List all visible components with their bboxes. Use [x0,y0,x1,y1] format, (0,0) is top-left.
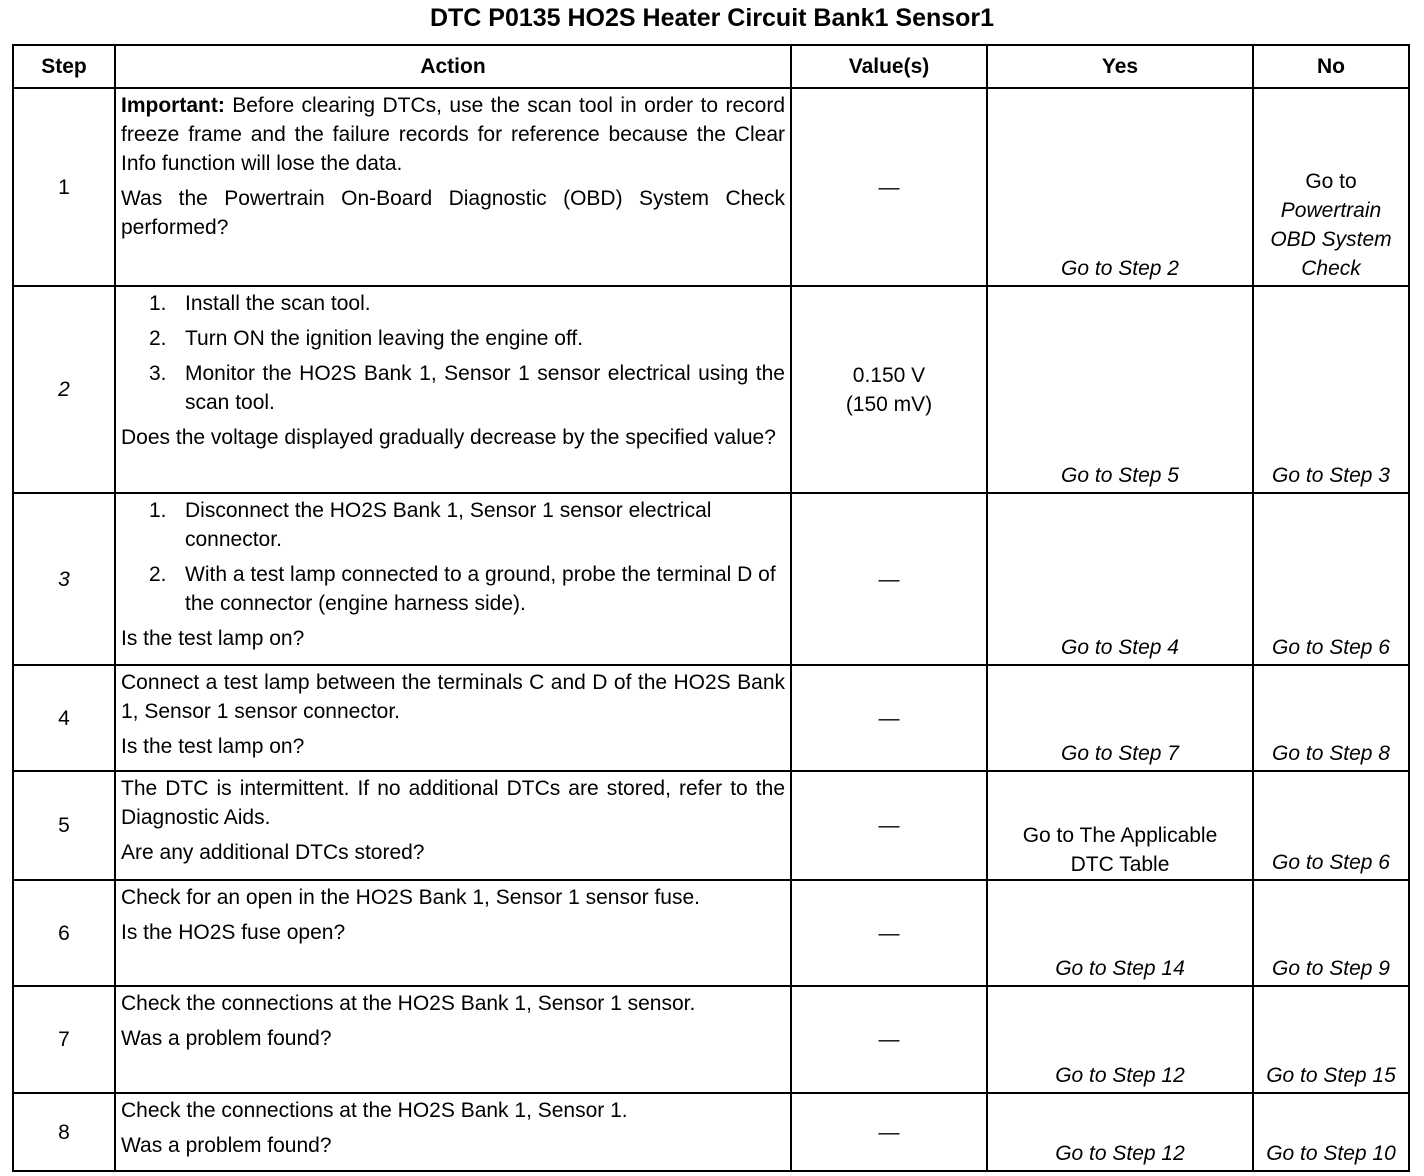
no-prefix: Go to [1305,170,1357,193]
list-number: 2. [149,563,167,586]
value-millivolts: (150 mV) [845,392,933,416]
step-number: 3 [13,493,115,665]
list-text: Disconnect the HO2S Bank 1, Sensor 1 sensor electrical connector. [185,499,712,551]
question: Is the test lamp on? [121,735,305,758]
action-cell [115,493,791,665]
header-value: Value(s) [791,45,987,88]
list-item [121,496,785,554]
list-number: 1. [149,292,167,315]
header-no: No [1253,45,1409,88]
no-cell [1253,88,1409,286]
action-text: Check the connections at the HO2S Bank 1, Sensor 1. [121,1099,628,1122]
step-number: 4 [13,665,115,771]
value-cell: — [791,493,987,665]
no-cell: Go to Step 8 [1253,665,1409,771]
table-row [13,986,1409,1093]
question: Is the HO2S fuse open? [121,921,346,944]
step-number: 6 [13,880,115,986]
header-action: Action [115,45,791,88]
action-text: The DTC is intermittent. If no additional DTCs are stored, refer to the Diagnostic Aids. [121,777,785,829]
yes-cell: Go to Step 12 [987,1093,1253,1171]
action-text: Connect a test lamp between the terminals C and D of the HO2S Bank 1, Sensor 1 sensor connector. [121,671,785,723]
table-row [13,1093,1409,1171]
list-item [121,560,785,618]
table-row [13,286,1409,493]
no-link: Powertrain OBD System Check [1270,199,1392,280]
value-cell: — [791,665,987,771]
list-number: 2. [149,327,167,350]
action-cell [115,88,791,286]
table-row [13,493,1409,665]
list-number: 3. [149,362,167,385]
action-cell [115,771,791,880]
list-item [121,289,785,318]
table-row [13,665,1409,771]
question: Does the voltage displayed gradually decrease by the specified value? [121,426,776,449]
yes-cell: Go to Step 2 [987,88,1253,286]
table-row [13,88,1409,286]
step-number: 2 [13,286,115,493]
question: Is the test lamp on? [121,627,305,650]
action-cell [115,665,791,771]
header-step: Step [13,45,115,88]
yes-cell: Go to Step 14 [987,880,1253,986]
important-text: Before clearing DTCs, use the scan tool in order to record freeze frame and the failure records for reference because the Clear Info function will lose the data. [121,94,785,175]
yes-cell: Go to Step 7 [987,665,1253,771]
list-item [121,324,785,353]
step-number: 8 [13,1093,115,1171]
no-cell: Go to Step 10 [1253,1093,1409,1171]
no-cell: Go to Step 9 [1253,880,1409,986]
no-cell: Go to Step 15 [1253,986,1409,1093]
no-cell: Go to Step 6 [1253,771,1409,880]
step-number: 1 [13,88,115,286]
step-list [121,496,785,618]
value-cell [791,286,987,493]
list-text: Monitor the HO2S Bank 1, Sensor 1 sensor electrical using the scan tool. [185,362,785,414]
value-volts: 0.150 V [852,363,926,387]
value-cell: — [791,771,987,880]
table-header-row [13,45,1409,88]
list-item [121,359,785,417]
action-cell [115,286,791,493]
value-cell: — [791,88,987,286]
action-cell [115,1093,791,1171]
question: Was a problem found? [121,1027,332,1050]
table-row [13,771,1409,880]
list-text: Turn ON the ignition leaving the engine off. [185,327,584,350]
question: Was a problem found? [121,1134,332,1157]
step-number: 7 [13,986,115,1093]
question: Are any additional DTCs stored? [121,841,425,864]
important-note [121,91,785,178]
list-number: 1. [149,499,167,522]
value-cell: — [791,1093,987,1171]
page-title: DTC P0135 HO2S Heater Circuit Bank1 Sensor1 [429,4,995,32]
action-cell [115,986,791,1093]
important-label: Important: [121,94,225,117]
value-cell: — [791,880,987,986]
header-yes: Yes [987,45,1253,88]
step-list [121,289,785,417]
step-number: 5 [13,771,115,880]
yes-cell: Go to Step 5 [987,286,1253,493]
action-text: Check for an open in the HO2S Bank 1, Sensor 1 sensor fuse. [121,886,700,909]
value-cell: — [791,986,987,1093]
no-cell: Go to Step 6 [1253,493,1409,665]
action-text: Check the connections at the HO2S Bank 1, Sensor 1 sensor. [121,992,696,1015]
question: Was the Powertrain On-Board Diagnostic (OBD) System Check performed? [121,187,785,239]
action-cell [115,880,791,986]
yes-cell: Go to Step 4 [987,493,1253,665]
yes-cell: Go to The Applicable DTC Table [987,771,1253,880]
table-row [13,880,1409,986]
list-text: Install the scan tool. [185,292,371,315]
diagnostic-table [12,44,1410,1172]
no-cell: Go to Step 3 [1253,286,1409,493]
yes-cell: Go to Step 12 [987,986,1253,1093]
list-text: With a test lamp connected to a ground, probe the terminal D of the connector (engine harness side). [185,563,776,615]
